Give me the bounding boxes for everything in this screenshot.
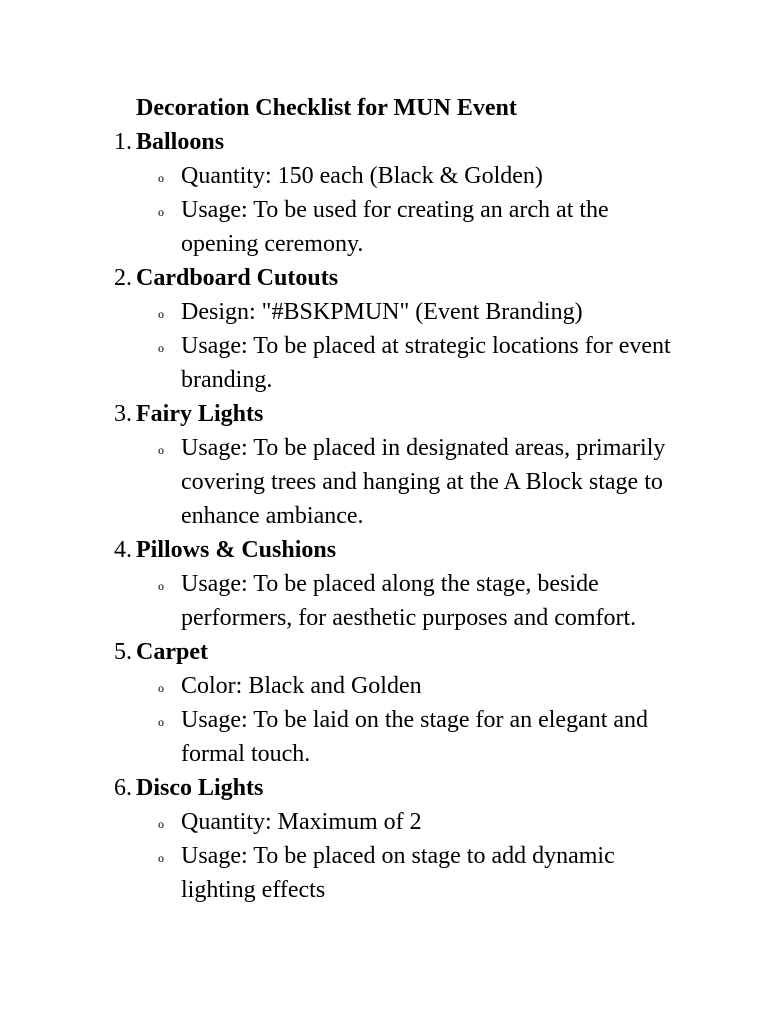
sub-item [0, 669, 768, 703]
item-number: 3. [114, 401, 132, 427]
sub-item-text: Quantity: Maximum of 2 [181, 809, 422, 835]
sub-item-text: Usage: To be used for creating an arch at the opening ceremony. [181, 197, 609, 257]
hollow-bullet-icon: o [158, 715, 164, 729]
sub-list [0, 567, 768, 635]
sub-item-text: Usage: To be placed on stage to add dynamic lighting effects [181, 843, 615, 903]
sub-item [0, 329, 768, 397]
checklist-item-header [0, 261, 768, 295]
item-title: Balloons [136, 129, 225, 155]
item-title: Pillows & Cushions [136, 537, 337, 563]
sub-item [0, 703, 768, 771]
checklist-item [0, 533, 768, 635]
sub-item-text: Usage: To be placed in designated areas, primarily covering trees and hanging at the A Block stage to enhance ambiance. [181, 435, 666, 529]
checklist-item [0, 261, 768, 397]
hollow-bullet-icon: o [158, 579, 164, 593]
hollow-bullet-icon: o [158, 307, 164, 321]
item-number: 2. [114, 265, 132, 291]
sub-item [0, 295, 768, 329]
sub-item [0, 159, 768, 193]
checklist [0, 125, 768, 907]
sub-item [0, 431, 768, 533]
checklist-item [0, 635, 768, 771]
hollow-bullet-icon: o [158, 443, 164, 457]
sub-item-text: Usage: To be laid on the stage for an elegant and formal touch. [181, 707, 649, 767]
sub-item-text: Usage: To be placed at strategic locations for event branding. [181, 333, 671, 393]
item-title: Fairy Lights [136, 401, 264, 427]
checklist-item [0, 397, 768, 533]
hollow-bullet-icon: o [158, 681, 164, 695]
checklist-item-header [0, 533, 768, 567]
checklist-item-header [0, 771, 768, 805]
item-title: Carpet [136, 639, 208, 665]
sub-item [0, 839, 768, 907]
sub-item-text: Quantity: 150 each (Black & Golden) [181, 163, 543, 189]
item-title: Disco Lights [136, 775, 264, 801]
item-number: 6. [114, 775, 132, 801]
checklist-item-header [0, 635, 768, 669]
sub-item-text: Usage: To be placed along the stage, beside performers, for aesthetic purposes and comfort. [181, 571, 637, 631]
sub-item [0, 567, 768, 635]
sub-list [0, 669, 768, 771]
checklist-item-header [0, 397, 768, 431]
sub-item-text: Color: Black and Golden [181, 673, 422, 699]
hollow-bullet-icon: o [158, 171, 164, 185]
sub-list [0, 805, 768, 907]
hollow-bullet-icon: o [158, 851, 164, 865]
item-number: 4. [114, 537, 132, 563]
hollow-bullet-icon: o [158, 205, 164, 219]
item-number: 5. [114, 639, 132, 665]
document-page [0, 91, 768, 907]
sub-list [0, 295, 768, 397]
item-title: Cardboard Cutouts [136, 265, 339, 291]
checklist-item [0, 771, 768, 907]
sub-list [0, 431, 768, 533]
hollow-bullet-icon: o [158, 817, 164, 831]
document-title: Decoration Checklist for MUN Event [136, 95, 517, 121]
sub-list [0, 159, 768, 261]
sub-item-text: Design: "#BSKPMUN" (Event Branding) [181, 299, 583, 325]
sub-item [0, 193, 768, 261]
item-number: 1. [114, 129, 132, 155]
sub-item [0, 805, 768, 839]
checklist-item-header [0, 125, 768, 159]
checklist-item [0, 125, 768, 261]
hollow-bullet-icon: o [158, 341, 164, 355]
